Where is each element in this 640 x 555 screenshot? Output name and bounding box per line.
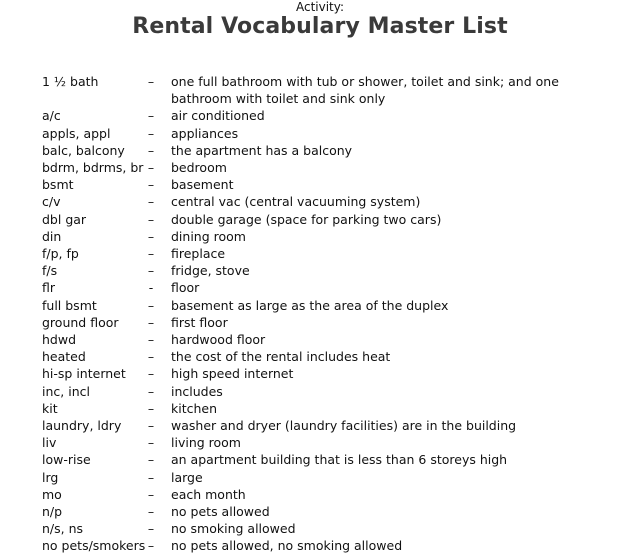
- dash-separator: –: [147, 332, 155, 348]
- dash-separator: –: [147, 108, 155, 124]
- vocab-term: ground floor: [42, 314, 119, 330]
- vocab-definition: central vac (central vacuuming system): [171, 194, 421, 210]
- dash-separator: -: [148, 280, 154, 296]
- vocab-term: flr: [42, 280, 56, 296]
- vocab-row: [0, 331, 640, 348]
- vocab-row: [0, 142, 640, 159]
- vocab-row: [0, 469, 640, 486]
- dash-separator: –: [147, 246, 155, 262]
- vocab-term: lrg: [42, 469, 59, 485]
- dash-separator: –: [147, 435, 155, 451]
- vocab-term: mo: [42, 486, 62, 502]
- dash-separator: –: [147, 142, 155, 158]
- vocab-row: [0, 211, 640, 228]
- vocab-term: a/c: [42, 108, 61, 124]
- vocab-definition: no pets allowed: [171, 504, 270, 520]
- vocab-row: [0, 314, 640, 331]
- page-title: Rental Vocabulary Master List: [132, 14, 508, 39]
- vocab-row: [0, 297, 640, 314]
- vocab-definition: bedroom: [171, 160, 227, 176]
- vocab-term: f/p, fp: [42, 246, 79, 262]
- vocab-definition: living room: [171, 435, 241, 451]
- vocab-row: [0, 537, 640, 554]
- vocab-term: no pets/smokers: [42, 538, 146, 554]
- vocab-definition: floor: [171, 280, 200, 296]
- vocab-term: c/v: [42, 194, 61, 210]
- dash-separator: –: [147, 486, 155, 502]
- vocab-term: n/s, ns: [42, 521, 84, 537]
- vocab-row: [0, 245, 640, 262]
- dash-separator: –: [147, 160, 155, 176]
- dash-separator: –: [147, 521, 155, 537]
- vocab-definition: one full bathroom with tub or shower, toilet and sink; and one bathroom with toilet and sink only: [171, 74, 559, 107]
- vocab-row: [0, 520, 640, 537]
- vocab-term: hdwd: [42, 332, 77, 348]
- vocab-definition: appliances: [171, 125, 239, 141]
- dash-separator: –: [147, 469, 155, 485]
- dash-separator: –: [147, 194, 155, 210]
- vocab-definition: an apartment building that is less than 6 storeys high: [171, 452, 508, 468]
- vocab-term: bdrm, bdrms, br: [42, 160, 144, 176]
- vocab-definition: first floor: [171, 314, 228, 330]
- vocab-row: [0, 107, 640, 124]
- vocab-term: low-rise: [42, 452, 91, 468]
- vocab-definition: includes: [171, 383, 223, 399]
- vocab-definition: dining room: [171, 228, 246, 244]
- vocabulary-list: [0, 73, 640, 555]
- vocab-row: [0, 176, 640, 193]
- vocab-definition: each month: [171, 486, 246, 502]
- vocab-definition: kitchen: [171, 400, 218, 416]
- vocab-row: [0, 486, 640, 503]
- vocab-term: kit: [42, 400, 58, 416]
- vocab-term: heated: [42, 349, 86, 365]
- dash-separator: –: [147, 125, 155, 141]
- vocab-definition: double garage (space for parking two cars): [171, 211, 442, 227]
- vocab-row: [0, 228, 640, 245]
- dash-separator: –: [147, 538, 155, 554]
- dash-separator: –: [147, 452, 155, 468]
- vocab-row: [0, 383, 640, 400]
- vocab-row: [0, 279, 640, 296]
- vocab-term: dbl gar: [42, 211, 87, 227]
- vocab-row: [0, 400, 640, 417]
- dash-separator: –: [147, 211, 155, 227]
- vocab-term: n/p: [42, 504, 63, 520]
- vocab-definition: fireplace: [171, 246, 226, 262]
- vocab-definition: large: [171, 469, 203, 485]
- vocab-row: [0, 365, 640, 382]
- vocab-row: [0, 434, 640, 451]
- vocab-term: f/s: [42, 263, 58, 279]
- dash-separator: –: [147, 263, 155, 279]
- vocab-term: full bsmt: [42, 297, 97, 313]
- vocab-definition: basement as large as the area of the duplex: [171, 297, 449, 313]
- vocab-term: inc, incl: [42, 383, 90, 399]
- vocab-term: din: [42, 228, 62, 244]
- dash-separator: –: [147, 314, 155, 330]
- vocab-term: balc, balcony: [42, 142, 125, 158]
- dash-separator: –: [147, 228, 155, 244]
- vocab-term: liv: [42, 435, 57, 451]
- vocab-definition: basement: [171, 177, 234, 193]
- dash-separator: –: [147, 383, 155, 399]
- dash-separator: –: [147, 418, 155, 434]
- vocab-definition: the apartment has a balcony: [171, 142, 353, 158]
- dash-separator: –: [147, 177, 155, 193]
- dash-separator: –: [147, 74, 155, 89]
- vocab-term: 1 ½ bath: [42, 74, 99, 89]
- vocab-definition: no smoking allowed: [171, 521, 296, 537]
- vocab-definition: the cost of the rental includes heat: [171, 349, 391, 365]
- vocab-term: appls, appl: [42, 125, 111, 141]
- vocab-row: [0, 262, 640, 279]
- vocab-row: [0, 73, 640, 107]
- vocab-term: hi-sp internet: [42, 366, 126, 382]
- vocab-term: bsmt: [42, 177, 74, 193]
- vocab-row: [0, 451, 640, 468]
- vocab-row: [0, 348, 640, 365]
- dash-separator: –: [147, 400, 155, 416]
- vocab-definition: no pets allowed, no smoking allowed: [171, 538, 403, 554]
- vocab-term: laundry, ldry: [42, 418, 122, 434]
- dash-separator: –: [147, 349, 155, 365]
- vocab-definition: high speed internet: [171, 366, 294, 382]
- vocab-row: [0, 417, 640, 434]
- vocab-definition: fridge, stove: [171, 263, 250, 279]
- vocab-definition: hardwood floor: [171, 332, 266, 348]
- dash-separator: –: [147, 504, 155, 520]
- vocab-definition: washer and dryer (laundry facilities) are in the building: [171, 418, 517, 434]
- dash-separator: –: [147, 366, 155, 382]
- activity-label: Activity:: [295, 0, 345, 14]
- vocab-row: [0, 193, 640, 210]
- vocab-row: [0, 503, 640, 520]
- vocab-row: [0, 125, 640, 142]
- vocab-row: [0, 159, 640, 176]
- dash-separator: –: [147, 297, 155, 313]
- vocab-definition: air conditioned: [171, 108, 265, 124]
